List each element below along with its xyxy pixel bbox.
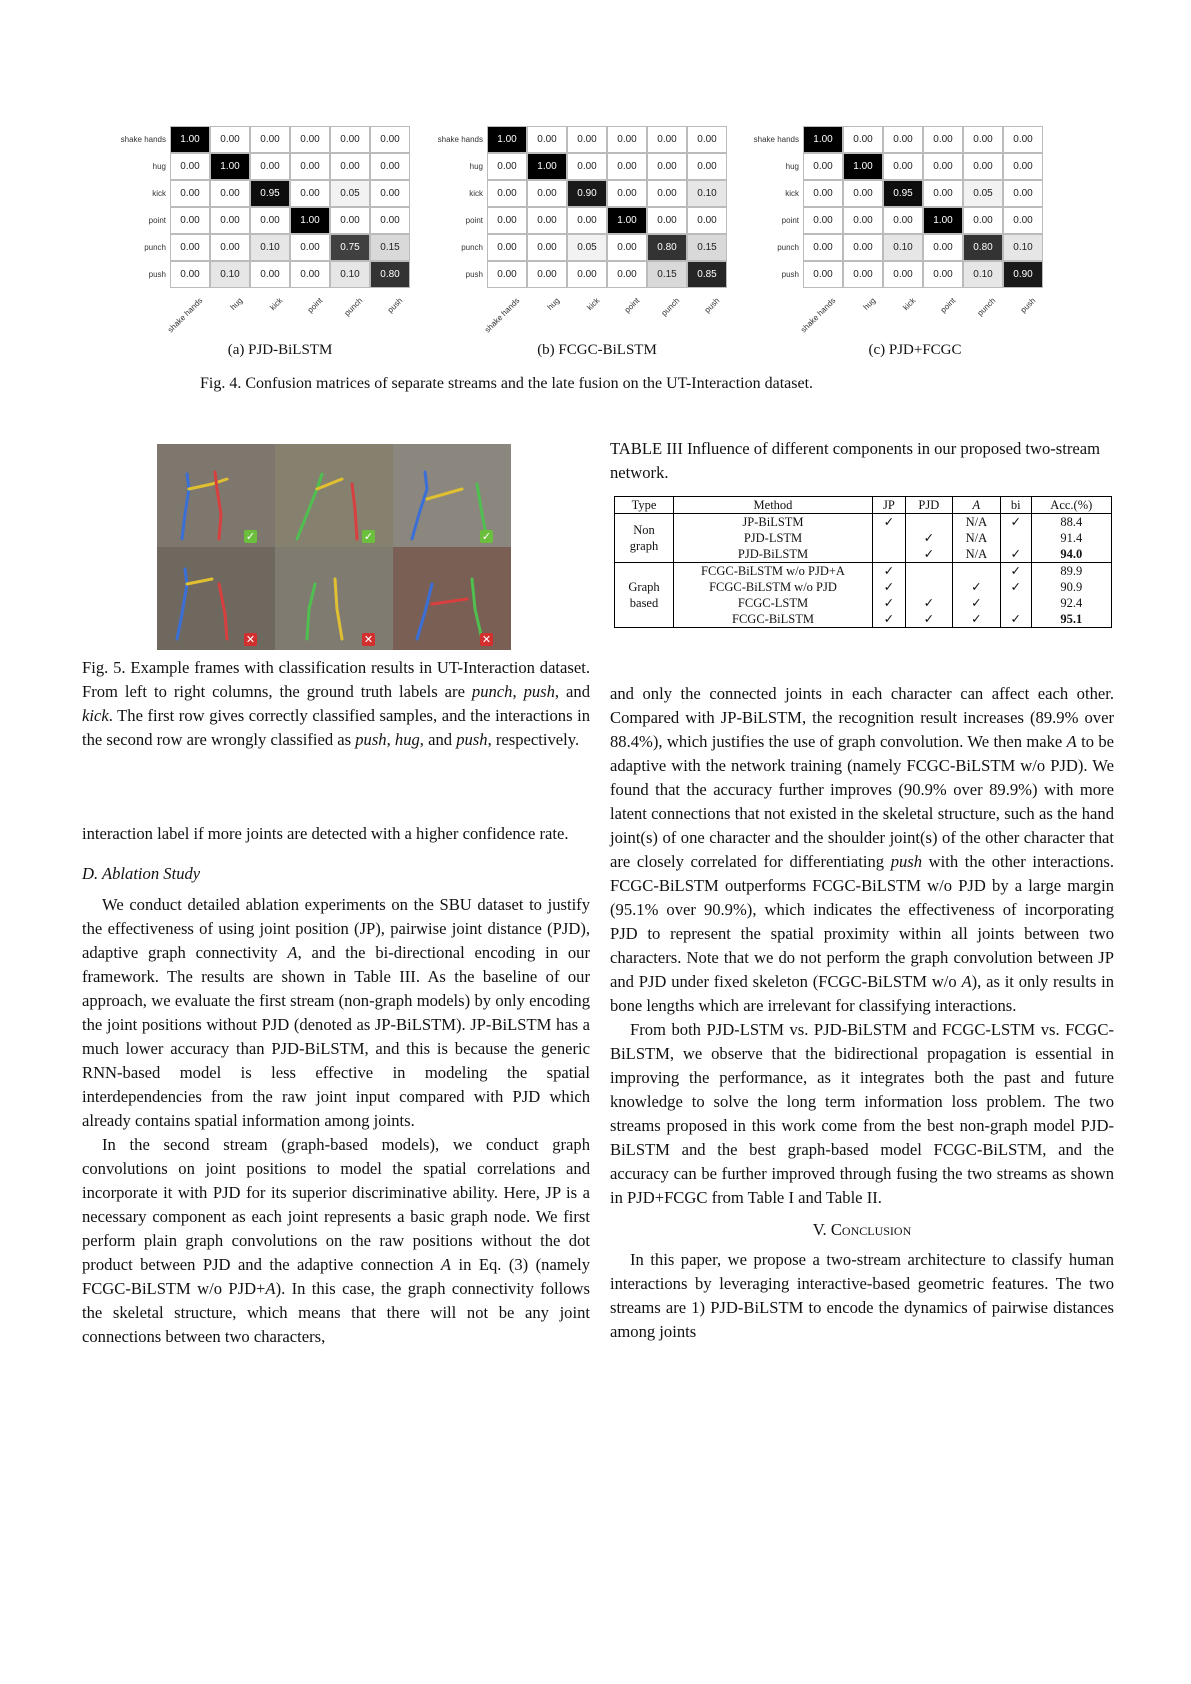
matrix-cell: 0.10 <box>1003 234 1043 261</box>
column-label: kick <box>585 296 602 313</box>
row-label: shake hands <box>753 135 799 144</box>
paragraph-continuation: interaction label if more joints are detected with a higher confidence rate. <box>82 824 569 843</box>
cell-a: ✓ <box>952 595 1000 611</box>
cell-pjd <box>905 563 952 580</box>
matrix-cell: 0.00 <box>250 126 290 153</box>
cell-method: PJD-LSTM <box>674 530 873 546</box>
cell-bi: ✓ <box>1000 563 1031 580</box>
matrix-cell: 0.00 <box>330 126 370 153</box>
matrix-cell: 0.10 <box>883 234 923 261</box>
row-label: kick <box>469 189 483 198</box>
header-bi: bi <box>1000 497 1031 514</box>
table3-row <box>615 579 1112 595</box>
row-label: punch <box>461 243 483 252</box>
cell-pjd <box>905 514 952 531</box>
matrix-cell: 0.00 <box>170 153 210 180</box>
matrix-cell: 0.00 <box>803 234 843 261</box>
matrix-cell: 0.00 <box>1003 153 1043 180</box>
matrix-cell: 0.00 <box>527 207 567 234</box>
table3-row <box>615 611 1112 628</box>
column-label: hug <box>228 296 245 312</box>
matrix-cell: 0.15 <box>647 261 687 288</box>
matrix-cell: 0.00 <box>1003 126 1043 153</box>
matrix-cell: 0.95 <box>250 180 290 207</box>
cell-pjd: ✓ <box>905 595 952 611</box>
matrix-cell: 0.15 <box>687 234 727 261</box>
matrix-cell: 1.00 <box>290 207 330 234</box>
subcaption-a: (a) PJD-BiLSTM <box>227 342 333 358</box>
row-label: point <box>465 216 483 225</box>
matrix-cell: 0.00 <box>567 261 607 288</box>
cell-bi: ✓ <box>1000 546 1031 563</box>
cell-jp: ✓ <box>873 579 906 595</box>
matrix-cell: 0.00 <box>370 207 410 234</box>
matrix-cell: 0.00 <box>290 180 330 207</box>
matrix-cell: 0.95 <box>883 180 923 207</box>
matrix-cell: 0.00 <box>487 261 527 288</box>
cell-a: N/A <box>952 514 1000 531</box>
matrix-cell: 0.00 <box>290 261 330 288</box>
matrix-cell: 0.00 <box>687 207 727 234</box>
cell-acc: 88.4 <box>1031 514 1111 531</box>
column-label: hug <box>545 296 562 312</box>
check-icon: ✓ <box>481 530 492 543</box>
matrix-cell: 0.00 <box>250 207 290 234</box>
matrix-cell: 0.00 <box>923 234 963 261</box>
header-method: Method <box>674 497 873 514</box>
confusion-matrix-pjd-fcgc <box>743 126 1043 336</box>
row-label: punch <box>777 243 799 252</box>
cell-method: JP-BiLSTM <box>674 514 873 531</box>
paragraph-right-2: From both PJD-LSTM vs. PJD-BiLSTM and FCGC-LSTM vs. FCGC-BiLSTM, we observe that the bidirectional propagation is essential in improving the performance, as it integrates both the past and future knowledge to solve the long term information loss problem. The two streams proposed in this work come from the best non-graph model PJD-BiLSTM and the best graph-based model FCGC-BiLSTM, and the accuracy can be further improved through fusing the two streams as shown in PJD+FCGC from Table I and Table II. <box>610 1020 1114 1207</box>
cell-bi <box>1000 530 1031 546</box>
matrix-cell: 0.00 <box>210 126 250 153</box>
row-label: shake hands <box>437 135 483 144</box>
cell-method: PJD-BiLSTM <box>674 546 873 563</box>
matrix-cell: 0.00 <box>923 153 963 180</box>
matrix-cell: 0.00 <box>527 126 567 153</box>
subcaption-b: (b) FCGC-BiLSTM <box>537 342 657 358</box>
matrix-cell: 0.00 <box>1003 180 1043 207</box>
cell-a <box>952 563 1000 580</box>
matrix-cell: 1.00 <box>923 207 963 234</box>
confusion-matrix-fcgc-bilstm <box>427 126 727 336</box>
table3-caption: TABLE III Influence of different components in our proposed two-stream network. <box>610 439 1101 482</box>
matrix-cell: 1.00 <box>170 126 210 153</box>
matrix-cell: 0.00 <box>527 234 567 261</box>
matrix-cell: 0.05 <box>330 180 370 207</box>
matrix-cell: 0.00 <box>290 126 330 153</box>
cell-method: FCGC-LSTM <box>674 595 873 611</box>
header-acc: Acc.(%) <box>1031 497 1111 514</box>
column-label: shake hands <box>165 296 205 335</box>
header-jp: JP <box>873 497 906 514</box>
header-type: Type <box>615 497 674 514</box>
column-label: push <box>385 296 405 315</box>
matrix-cell: 0.00 <box>647 153 687 180</box>
cell-acc: 90.9 <box>1031 579 1111 595</box>
matrix-cell: 0.00 <box>647 180 687 207</box>
cell-acc: 95.1 <box>1031 611 1111 628</box>
cell-jp <box>873 546 906 563</box>
left-column <box>82 822 590 1349</box>
matrix-cell: 0.00 <box>290 234 330 261</box>
cell-acc: 89.9 <box>1031 563 1111 580</box>
cell-pjd: ✓ <box>905 530 952 546</box>
matrix-cell: 0.00 <box>290 153 330 180</box>
cell-bi: ✓ <box>1000 514 1031 531</box>
column-label: kick <box>268 296 285 313</box>
matrix-cell: 0.10 <box>687 180 727 207</box>
matrix-cell: 0.00 <box>170 180 210 207</box>
cell-jp: ✓ <box>873 611 906 628</box>
matrix-cell: 0.00 <box>687 126 727 153</box>
row-label: point <box>148 216 166 225</box>
table3-row <box>615 530 1112 546</box>
matrix-cell: 0.90 <box>567 180 607 207</box>
matrix-cell: 0.10 <box>210 261 250 288</box>
header-a: A <box>952 497 1000 514</box>
matrix-cell: 0.80 <box>963 234 1003 261</box>
matrix-cell: 0.00 <box>567 126 607 153</box>
column-label: hug <box>861 296 878 312</box>
matrix-cell: 0.00 <box>170 234 210 261</box>
matrix-cell: 1.00 <box>843 153 883 180</box>
cell-bi: ✓ <box>1000 579 1031 595</box>
matrix-cell: 0.00 <box>487 153 527 180</box>
matrix-cell: 0.75 <box>330 234 370 261</box>
matrix-cell: 0.00 <box>330 153 370 180</box>
cell-jp <box>873 530 906 546</box>
matrix-cell: 1.00 <box>803 126 843 153</box>
matrix-cell: 0.00 <box>923 126 963 153</box>
cell-jp: ✓ <box>873 563 906 580</box>
matrix-cell: 0.00 <box>607 261 647 288</box>
column-label: point <box>622 296 642 315</box>
column-label: push <box>1018 296 1038 315</box>
matrix-cell: 0.00 <box>370 153 410 180</box>
matrix-cell: 0.00 <box>687 153 727 180</box>
matrix-cell: 1.00 <box>607 207 647 234</box>
matrix-cell: 0.10 <box>330 261 370 288</box>
cell-a: ✓ <box>952 579 1000 595</box>
check-icon: ✓ <box>245 530 256 543</box>
column-label: kick <box>901 296 918 313</box>
fig5-example-frames <box>157 444 511 650</box>
fig4-caption: Fig. 4. Confusion matrices of separate streams and the late fusion on the UT-Interaction dataset. <box>200 375 814 392</box>
matrix-cell: 0.00 <box>567 207 607 234</box>
matrix-cell: 0.00 <box>843 234 883 261</box>
matrix-cell: 0.00 <box>170 207 210 234</box>
matrix-cell: 0.00 <box>487 207 527 234</box>
cell-acc: 94.0 <box>1031 546 1111 563</box>
matrix-cell: 0.05 <box>963 180 1003 207</box>
paragraph-ablation-2: In the second stream (graph-based models), we conduct graph convolutions on joint positions to model the spatial correlations and incorporate it with PJD for its superior discriminative ability. Here, JP is a necessary component as each joint represents a basic graph node. We first perform plain graph convolutions on the raw positions without the dot product between PJD and the adaptive connection A in Eq. (3) (namely FCGC-BiLSTM w/o PJD+A). In this case, the graph connectivity follows the skeletal structure, which means that there will not be any joint connections between two characters, <box>82 1135 590 1346</box>
matrix-cell: 0.00 <box>803 153 843 180</box>
table3-header <box>615 497 1112 514</box>
table3-row <box>615 595 1112 611</box>
matrix-cell: 0.00 <box>607 234 647 261</box>
matrix-cell: 0.00 <box>963 126 1003 153</box>
matrix-cell: 0.00 <box>250 261 290 288</box>
skeleton-overlays <box>157 444 511 650</box>
cell-acc: 91.4 <box>1031 530 1111 546</box>
matrix-cell: 0.00 <box>170 261 210 288</box>
row-label: push <box>781 270 799 279</box>
matrix-cell: 0.00 <box>803 207 843 234</box>
cell-jp: ✓ <box>873 595 906 611</box>
fig5-caption: Fig. 5. Example frames with classification results in UT-Interaction dataset. From left to right columns, the ground truth labels are punch, push, and kick. The first row gives correctly classified samples, and the interactions in the second row are wrongly classified as push, hug, and push, respectively. <box>82 658 590 749</box>
check-icon: ✓ <box>363 530 374 543</box>
matrix-cell: 0.00 <box>607 180 647 207</box>
matrix-cell: 0.00 <box>607 126 647 153</box>
cell-method: FCGC-BiLSTM <box>674 611 873 628</box>
matrix-cell: 1.00 <box>210 153 250 180</box>
row-label: push <box>148 270 166 279</box>
matrix-cell: 0.10 <box>963 261 1003 288</box>
cell-a: ✓ <box>952 611 1000 628</box>
matrix-cell: 0.00 <box>803 180 843 207</box>
matrix-cell: 0.00 <box>883 153 923 180</box>
table3 <box>614 496 1112 628</box>
cell-pjd: ✓ <box>905 611 952 628</box>
matrix-cell: 0.00 <box>843 207 883 234</box>
row-label: kick <box>785 189 799 198</box>
cross-icon: ✕ <box>481 633 492 646</box>
table3-row <box>615 514 1112 531</box>
row-label: hug <box>469 162 483 171</box>
cell-bi: ✓ <box>1000 611 1031 628</box>
matrix-cell: 0.80 <box>647 234 687 261</box>
matrix-cell: 0.00 <box>963 207 1003 234</box>
type-group-label: Graph based <box>615 563 674 628</box>
cell-pjd: ✓ <box>905 546 952 563</box>
cell-acc: 92.4 <box>1031 595 1111 611</box>
matrix-cell: 0.10 <box>250 234 290 261</box>
matrix-cell: 0.00 <box>923 180 963 207</box>
column-label: shake hands <box>482 296 522 335</box>
column-label: shake hands <box>798 296 838 335</box>
matrix-cell: 0.00 <box>923 261 963 288</box>
column-label: push <box>702 296 722 315</box>
matrix-cell: 0.00 <box>843 180 883 207</box>
matrix-cell: 0.00 <box>883 261 923 288</box>
matrix-cell: 0.00 <box>330 207 370 234</box>
matrix-cell: 0.85 <box>687 261 727 288</box>
matrix-cell: 1.00 <box>487 126 527 153</box>
matrix-cell: 0.00 <box>647 207 687 234</box>
cell-a: N/A <box>952 546 1000 563</box>
matrix-cell: 0.00 <box>883 126 923 153</box>
matrix-cell: 0.00 <box>250 153 290 180</box>
matrix-cell: 0.00 <box>487 234 527 261</box>
paragraph-conclusion: In this paper, we propose a two-stream architecture to classify human interactions by leveraging interactive-based geometric features. The two streams are 1) PJD-BiLSTM to encode the dynamics of pairwise distances among joints <box>610 1250 1114 1341</box>
row-label: point <box>781 216 799 225</box>
matrix-cell: 0.90 <box>1003 261 1043 288</box>
section-heading-conclusion: V. Conclusion <box>812 1220 912 1239</box>
matrix-cell: 0.00 <box>370 180 410 207</box>
column-label: punch <box>342 296 365 318</box>
row-label: hug <box>785 162 799 171</box>
matrix-cell: 0.00 <box>843 261 883 288</box>
matrix-cell: 0.00 <box>210 207 250 234</box>
cell-a: N/A <box>952 530 1000 546</box>
subcaption-c: (c) PJD+FCGC <box>868 342 962 358</box>
matrix-cell: 0.00 <box>803 261 843 288</box>
cell-bi <box>1000 595 1031 611</box>
column-label: point <box>938 296 958 315</box>
row-label: push <box>465 270 483 279</box>
column-label: punch <box>975 296 998 318</box>
row-label: shake hands <box>120 135 166 144</box>
header-pjd: PJD <box>905 497 952 514</box>
confusion-matrix-pjd-bilstm <box>110 126 410 336</box>
matrix-cell: 0.00 <box>370 126 410 153</box>
type-group-label: Non graph <box>615 514 674 563</box>
cell-method: FCGC-BiLSTM w/o PJD <box>674 579 873 595</box>
row-label: kick <box>152 189 166 198</box>
section-heading-ablation: D. Ablation Study <box>82 864 201 883</box>
cell-jp: ✓ <box>873 514 906 531</box>
matrix-cell: 0.00 <box>487 180 527 207</box>
matrix-cell: 1.00 <box>527 153 567 180</box>
matrix-cell: 0.00 <box>527 261 567 288</box>
matrix-cell: 0.00 <box>883 207 923 234</box>
matrix-cell: 0.00 <box>567 153 607 180</box>
matrix-cell: 0.80 <box>370 261 410 288</box>
column-label: punch <box>659 296 682 318</box>
paragraph-ablation-1: We conduct detailed ablation experiments on the SBU dataset to justify the effectiveness of using joint position (JP), pairwise joint distance (PJD), adaptive graph connectivity A, and the bi-directional encoding in our framework. The results are shown in Table III. As the baseline of our approach, we evaluate the first stream (non-graph models) by only encoding the joint positions without PJD (denoted as JP-BiLSTM). JP-BiLSTM has a much lower accuracy than PJD-BiLSTM, and this is because the generic RNN-based model is less effective in modeling the spatial interdependencies from the raw joint input compared with PJD which already contains spatial information among joints. <box>82 895 590 1130</box>
table3-row <box>615 546 1112 563</box>
matrix-cell: 0.05 <box>567 234 607 261</box>
matrix-cell: 0.00 <box>647 126 687 153</box>
matrix-cell: 0.00 <box>1003 207 1043 234</box>
matrix-cell: 0.00 <box>210 234 250 261</box>
matrix-cell: 0.00 <box>843 126 883 153</box>
row-label: hug <box>152 162 166 171</box>
cross-icon: ✕ <box>363 633 374 646</box>
cell-method: FCGC-BiLSTM w/o PJD+A <box>674 563 873 580</box>
matrix-cell: 0.15 <box>370 234 410 261</box>
paragraph-right-1: and only the connected joints in each character can affect each other. Compared with JP-BiLSTM, the recognition result increases (89.9% over 88.4%), which justifies the use of graph convolution. We then make A to be adaptive with the network training (namely FCGC-BiLSTM w/o PJD). We found that the accuracy further improves (90.9% over 89.9%) with more latent connections that not existed in the skeletal structure, such as the hand joint(s) of one character and the shoulder joint(s) of the other character that are closely correlated for differentiating push with the other interactions. FCGC-BiLSTM outperforms FCGC-BiLSTM w/o PJD by a large margin (95.1% over 90.9%), which indicates the effectiveness of incorporating PJD to represent the spatial proximity within all joints between two characters. Note that we do not perform the graph convolution between JP and PJD under fixed skeleton (FCGC-BiLSTM w/o A), as it only results in bone lengths which are irrelevant for classifying interactions. <box>610 684 1114 1015</box>
matrix-cell: 0.00 <box>963 153 1003 180</box>
matrix-cell: 0.00 <box>210 180 250 207</box>
matrix-cell: 0.00 <box>607 153 647 180</box>
right-column <box>610 682 1114 1344</box>
cell-pjd <box>905 579 952 595</box>
row-label: punch <box>144 243 166 252</box>
cross-icon: ✕ <box>245 633 256 646</box>
matrix-cell: 0.00 <box>527 180 567 207</box>
column-label: point <box>305 296 325 315</box>
table3-row <box>615 563 1112 580</box>
